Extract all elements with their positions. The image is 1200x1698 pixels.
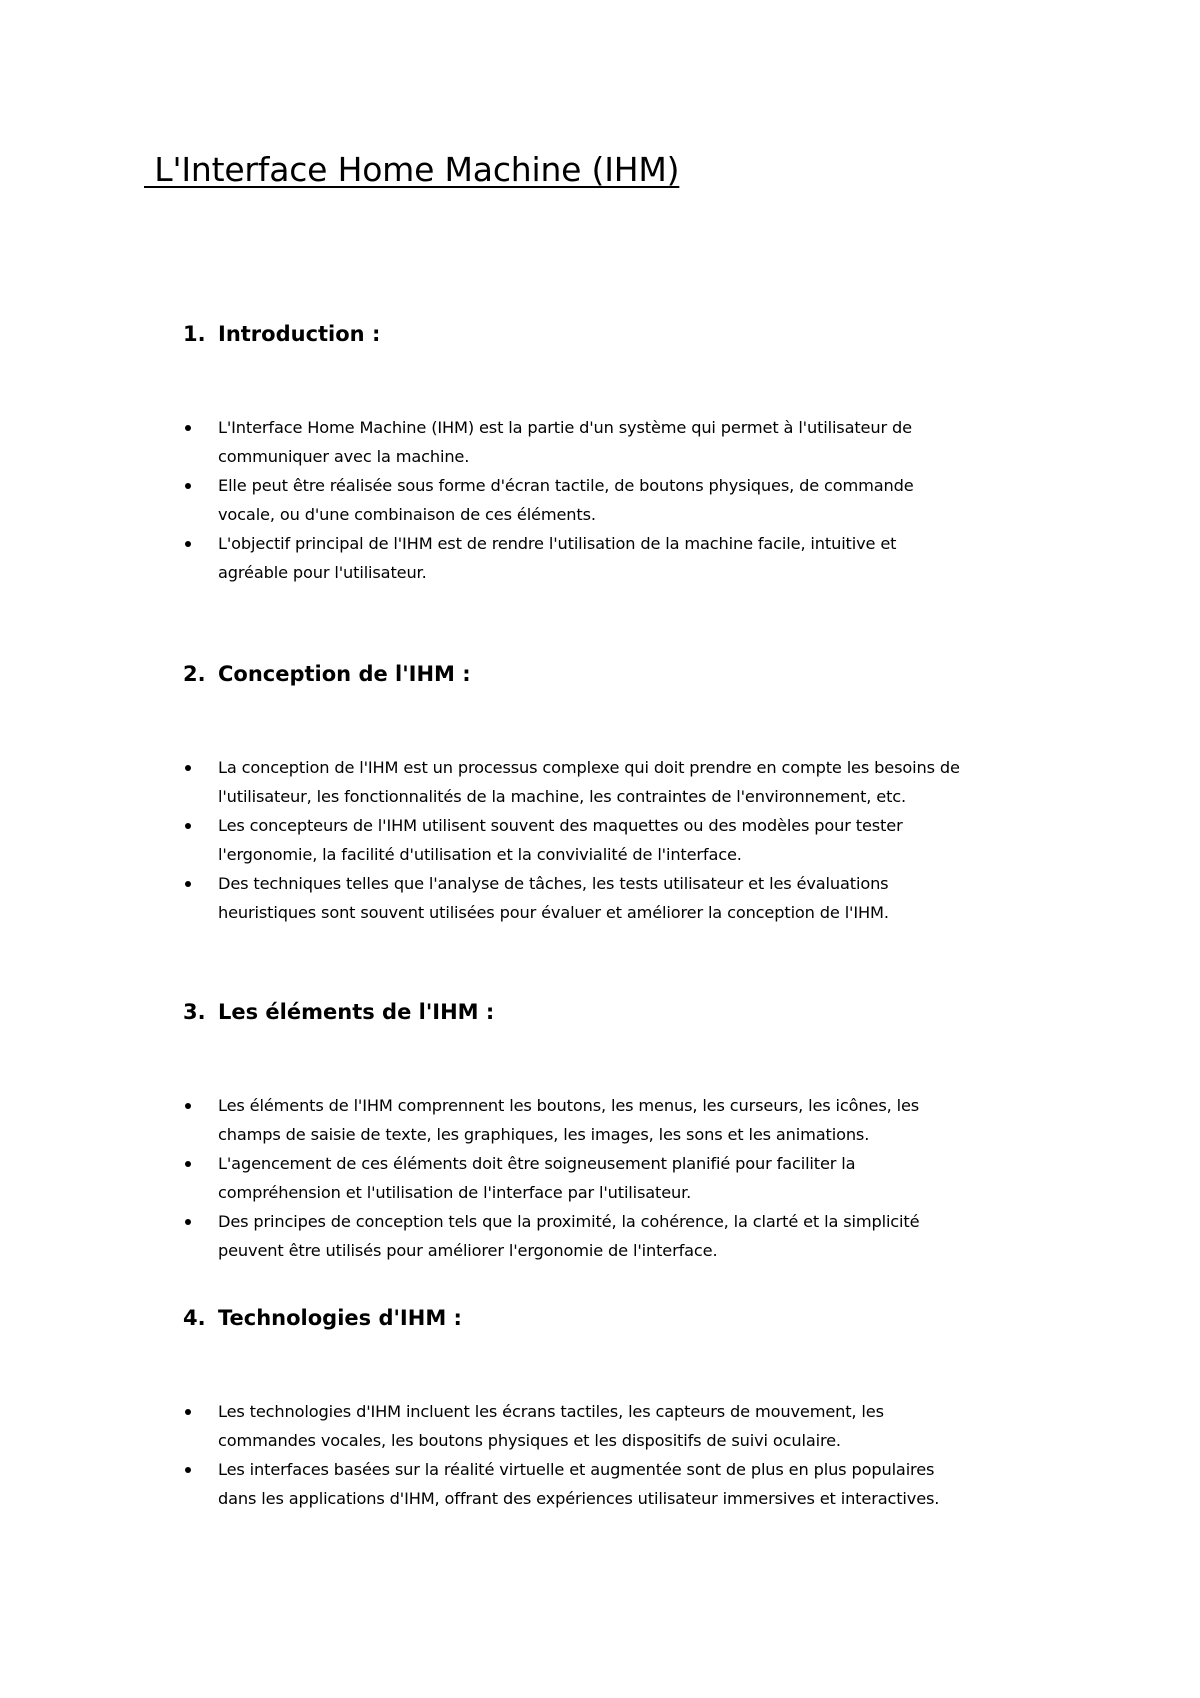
section-number: 2. [183, 662, 206, 686]
list-item [0, 1091, 1200, 1149]
bullet-icon [185, 765, 191, 771]
bullet-text-line: Elle peut être réalisée sous forme d'écran tactile, de boutons physiques, de commande [218, 476, 914, 495]
bullet-text-line: agréable pour l'utilisateur. [218, 563, 427, 582]
list-item [0, 811, 1200, 869]
bullet-text-line: vocale, ou d'une combinaison de ces éléments. [218, 505, 596, 524]
bullet-text-line: l'ergonomie, la facilité d'utilisation et la convivialité de l'interface. [218, 845, 742, 864]
section-heading [183, 1302, 462, 1334]
bullet-icon [185, 881, 191, 887]
list-item [0, 1397, 1200, 1455]
section-number: 1. [183, 322, 206, 346]
bullet-list [0, 753, 1200, 927]
bullet-icon [185, 483, 191, 489]
bullet-text-line: compréhension et l'utilisation de l'interface par l'utilisateur. [218, 1183, 692, 1202]
bullet-text-line: commandes vocales, les boutons physiques et les dispositifs de suivi oculaire. [218, 1431, 841, 1450]
bullet-icon [185, 541, 191, 547]
list-item [0, 471, 1200, 529]
list-item [0, 413, 1200, 471]
section-number: 3. [183, 1000, 206, 1024]
list-item [0, 753, 1200, 811]
list-item [0, 1149, 1200, 1207]
bullet-text-line: dans les applications d'IHM, offrant des expériences utilisateur immersives et interactives. [218, 1489, 940, 1508]
section-heading [183, 996, 494, 1028]
bullet-list [0, 413, 1200, 587]
bullet-text-line: Les technologies d'IHM incluent les écrans tactiles, les capteurs de mouvement, les [218, 1402, 884, 1421]
section-title: Technologies d'IHM : [218, 1306, 462, 1330]
bullet-text-line: Les éléments de l'IHM comprennent les boutons, les menus, les curseurs, les icônes, les [218, 1096, 920, 1115]
section-number: 4. [183, 1306, 206, 1330]
section-heading [183, 318, 380, 350]
list-item [0, 1455, 1200, 1513]
bullet-text-line: Les interfaces basées sur la réalité virtuelle et augmentée sont de plus en plus populaires [218, 1460, 935, 1479]
section-heading [183, 658, 471, 690]
bullet-text-line: L'objectif principal de l'IHM est de rendre l'utilisation de la machine facile, intuitive et [218, 534, 897, 553]
bullet-text-line: La conception de l'IHM est un processus complexe qui doit prendre en compte les besoins de [218, 758, 960, 777]
bullet-text-line: heuristiques sont souvent utilisées pour évaluer et améliorer la conception de l'IHM. [218, 903, 889, 922]
list-item [0, 869, 1200, 927]
bullet-text-line: l'utilisateur, les fonctionnalités de la machine, les contraintes de l'environnement, etc. [218, 787, 907, 806]
document-title: L'Interface Home Machine (IHM) [144, 150, 680, 189]
bullet-icon [185, 1409, 191, 1415]
bullet-text-line: Des techniques telles que l'analyse de tâches, les tests utilisateur et les évaluations [218, 874, 889, 893]
section-title: Conception de l'IHM : [218, 662, 471, 686]
bullet-icon [185, 425, 191, 431]
bullet-icon [185, 1103, 191, 1109]
bullet-icon [185, 1467, 191, 1473]
bullet-text-line: communiquer avec la machine. [218, 447, 470, 466]
bullet-list [0, 1091, 1200, 1265]
bullet-text-line: Les concepteurs de l'IHM utilisent souvent des maquettes ou des modèles pour tester [218, 816, 903, 835]
bullet-list [0, 1397, 1200, 1513]
bullet-text-line: peuvent être utilisés pour améliorer l'ergonomie de l'interface. [218, 1241, 718, 1260]
section-title: Introduction : [218, 322, 381, 346]
section-title: Les éléments de l'IHM : [218, 1000, 495, 1024]
bullet-text-line: Des principes de conception tels que la proximité, la cohérence, la clarté et la simplicité [218, 1212, 920, 1231]
bullet-text-line: champs de saisie de texte, les graphiques, les images, les sons et les animations. [218, 1125, 870, 1144]
bullet-icon [185, 1219, 191, 1225]
list-item [0, 529, 1200, 587]
bullet-icon [185, 1161, 191, 1167]
bullet-icon [185, 823, 191, 829]
bullet-text-line: L'Interface Home Machine (IHM) est la partie d'un système qui permet à l'utilisateur de [218, 418, 912, 437]
list-item [0, 1207, 1200, 1265]
bullet-text-line: L'agencement de ces éléments doit être soigneusement planifié pour faciliter la [218, 1154, 856, 1173]
